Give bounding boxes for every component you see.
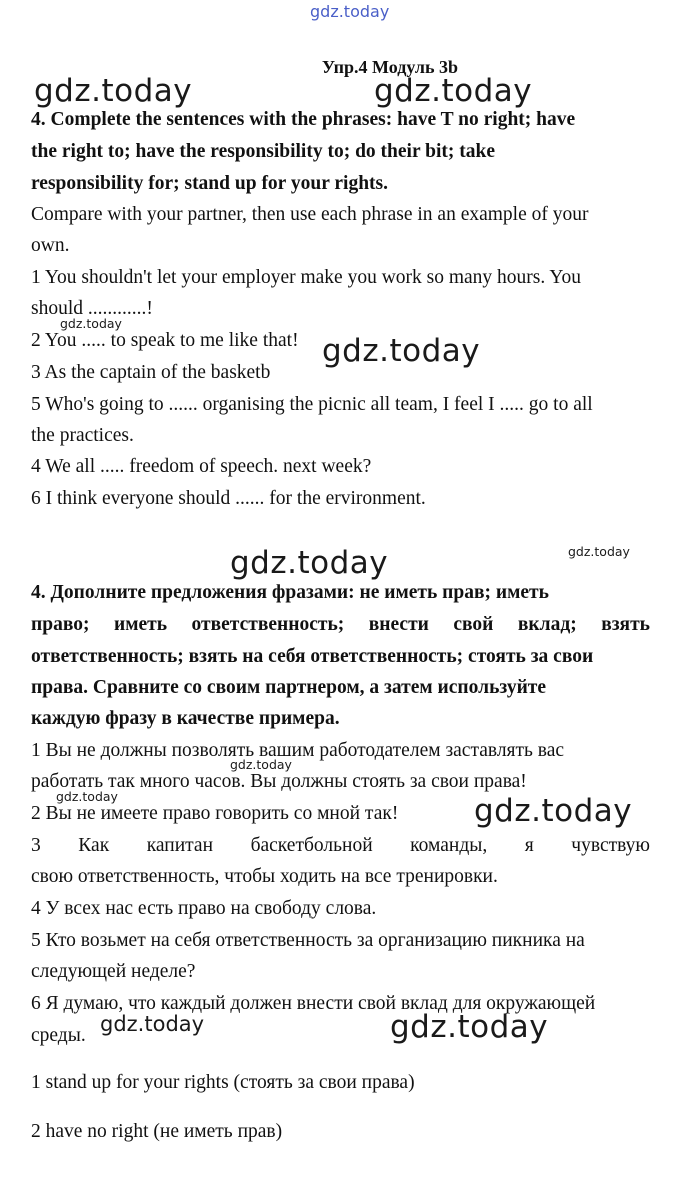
- watermark: gdz.today: [390, 1009, 549, 1045]
- sentence-en: the practices.: [31, 425, 134, 446]
- sentence-ru: 3 Как капитан баскетбольной команды, я чувствую: [31, 835, 650, 856]
- sentence-ru: 6 Я думаю, что каждый должен внести свой вклад для окружающей: [31, 993, 596, 1014]
- watermark: gdz.today: [230, 757, 292, 772]
- watermark: gdz.today: [230, 545, 389, 581]
- sentence-ru: следующей неделе?: [31, 961, 196, 982]
- task-heading-en: responsibility for; stand up for your rights.: [31, 173, 389, 194]
- sentence-ru: 4 У всех нас есть право на свободу слова.: [31, 898, 377, 919]
- sentence-ru: 5 Кто возьмет на себя ответственность за организацию пикника на: [31, 930, 585, 951]
- watermark: gdz.today: [568, 544, 630, 559]
- watermark: gdz.today: [34, 73, 193, 109]
- sentence-en: 2 You ..... to speak to me like that!: [31, 330, 299, 351]
- sentence-en: should ............!: [31, 298, 153, 319]
- task-heading-ru: ответственность; взять на себя ответственность; стоять за свои: [31, 646, 594, 667]
- sentence-ru: 2 Вы не имеете право говорить со мной так!: [31, 803, 399, 824]
- task-heading-ru: каждую фразу в качестве примера.: [31, 708, 340, 729]
- sentence-en: 6 I think everyone should ...... for the ervironment.: [31, 488, 426, 509]
- sentence-en: 5 Who's going to ...... organising the picnic all team, I feel I ..... go to all: [31, 394, 593, 415]
- watermark: gdz.today: [100, 1012, 205, 1036]
- task-heading-en: 4. Complete the sentences with the phrases: have T no right; have: [31, 109, 576, 130]
- watermark: gdz.today: [474, 793, 633, 829]
- watermark: gdz.today: [374, 73, 533, 109]
- sentence-en: 3 As the captain of the basketb: [31, 362, 271, 383]
- sentence-ru: работать так много часов. Вы должны стоять за свои права!: [31, 771, 527, 792]
- task-heading-ru: права. Сравните со своим партнером, а затем используйте: [31, 677, 547, 698]
- watermark-top: gdz.today: [310, 2, 390, 21]
- sentence-en: 1 You shouldn't let your employer make you work so many hours. You: [31, 267, 582, 288]
- task-heading-ru: право; иметь ответственность; внести свой вклад; взять: [31, 614, 650, 635]
- page-title: Упр.4 Модуль 3b: [321, 57, 459, 77]
- task-heading-ru: 4. Дополните предложения фразами: не иметь прав; иметь: [31, 582, 549, 603]
- watermark: gdz.today: [322, 333, 481, 369]
- answer-line: 1 stand up for your rights (стоять за свои права): [31, 1072, 415, 1093]
- sentence-ru: среды.: [31, 1025, 86, 1046]
- sentence-ru: 1 Вы не должны позволять вашим работодателем заставлять вас: [31, 740, 565, 761]
- watermark: gdz.today: [60, 316, 122, 331]
- answer-line: 2 have no right (не иметь прав): [31, 1121, 283, 1142]
- sentence-ru: свою ответственность, чтобы ходить на все тренировки.: [31, 866, 498, 887]
- watermark: gdz.today: [56, 789, 118, 804]
- instruction-en: Compare with your partner, then use each phrase in an example of your: [31, 204, 589, 225]
- instruction-en: own.: [31, 235, 70, 256]
- task-heading-en: the right to; have the responsibility to; do their bit; take: [31, 141, 496, 162]
- sentence-en: 4 We all ..... freedom of speech. next week?: [31, 456, 372, 477]
